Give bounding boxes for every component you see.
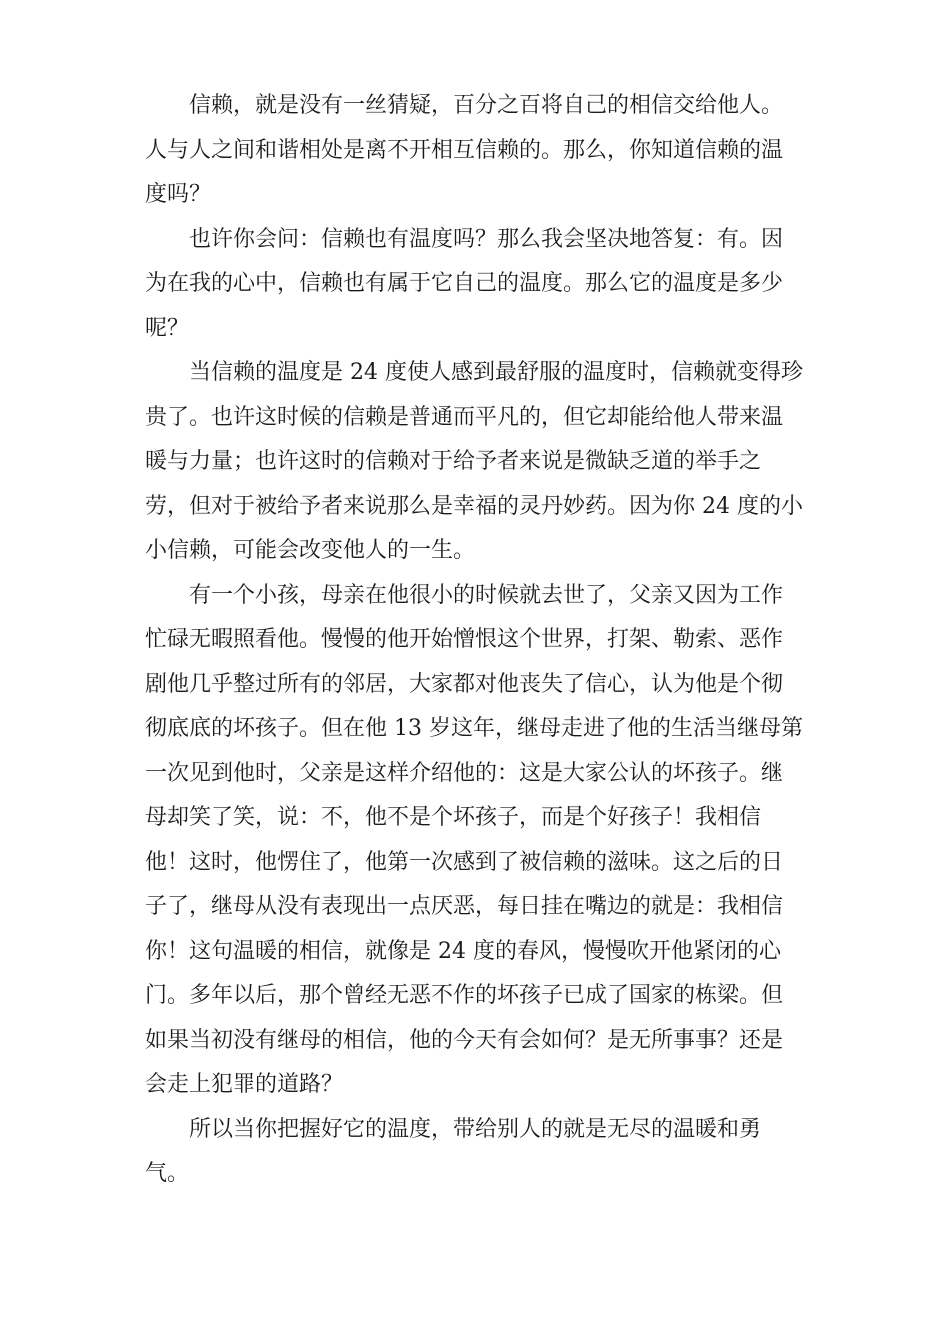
text-line: 小信赖，可能会改变他人的一生。: [145, 538, 476, 563]
text-line: 一次见到他时，父亲是这样介绍他的：这是大家公认的坏孩子。继: [145, 760, 784, 786]
document-body: [145, 84, 810, 1197]
text-line: 暖与力量；也许这时的信赖对于给予者来说是微缺乏道的举手之: [145, 449, 762, 474]
text-line: 度吗？: [145, 182, 212, 207]
text-line: 呢？: [145, 315, 190, 341]
text-line: 当信赖的温度是 24 度使人感到最舒服的温度时，信赖就变得珍: [189, 360, 803, 385]
text-line: 所以当你把握好它的温度，带给别人的就是无尽的温暖和勇: [189, 1116, 762, 1142]
paragraph-4: [145, 574, 810, 1108]
text-line: 气。: [145, 1161, 190, 1186]
paragraph-3: [145, 351, 810, 574]
text-line: 贵了。也许这时候的信赖是普通而平凡的，但它却能给他人带来温: [145, 404, 784, 430]
text-line: 会走上犯罪的道路？: [145, 1072, 344, 1097]
text-line: 为在我的心中，信赖也有属于它自己的温度。那么它的温度是多少: [145, 271, 784, 296]
text-line: 剧他几乎整过所有的邻居，大家都对他丧失了信心，认为他是个彻: [145, 671, 784, 697]
text-line: 有一个小孩，母亲在他很小的时候就去世了，父亲又因为工作: [189, 582, 784, 608]
paragraph-1: [145, 84, 810, 218]
text-line: 子了，继母从没有表现出一点厌恶，每日挂在嘴边的就是：我相信: [145, 894, 784, 919]
text-line: 他！这时，他愣住了，他第一次感到了被信赖的滋味。这之后的日: [145, 849, 784, 875]
text-line: 也许你会问：信赖也有温度吗？那么我会坚决地答复：有。因: [189, 226, 784, 252]
text-line: 母却笑了笑，说：不，他不是个坏孩子，而是个好孩子！我相信: [145, 805, 762, 830]
text-line: 门。多年以后，那个曾经无恶不作的坏孩子已成了国家的栋梁。但: [145, 983, 784, 1008]
text-line: 信赖，就是没有一丝猜疑，百分之百将自己的相信交给他人。: [189, 93, 784, 118]
paragraph-5: [145, 1108, 810, 1197]
text-line: 你！这句温暖的相信，就像是 24 度的春风，慢慢吹开他紧闭的心: [145, 938, 781, 964]
text-line: 忙碌无暇照看他。慢慢的他开始憎恨这个世界，打架、勒索、恶作: [145, 627, 784, 652]
text-line: 彻底底的坏孩子。但在他 13 岁这年，继母走进了他的生活当继母第: [145, 716, 803, 741]
paragraph-2: [145, 218, 810, 352]
text-line: 如果当初没有继母的相信，他的今天有会如何？是无所事事？还是: [145, 1027, 784, 1053]
text-line: 劳，但对于被给予者来说那么是幸福的灵丹妙药。因为你 24 度的小: [145, 493, 803, 519]
text-line: 人与人之间和谐相处是离不开相互信赖的。那么，你知道信赖的温: [145, 137, 784, 163]
